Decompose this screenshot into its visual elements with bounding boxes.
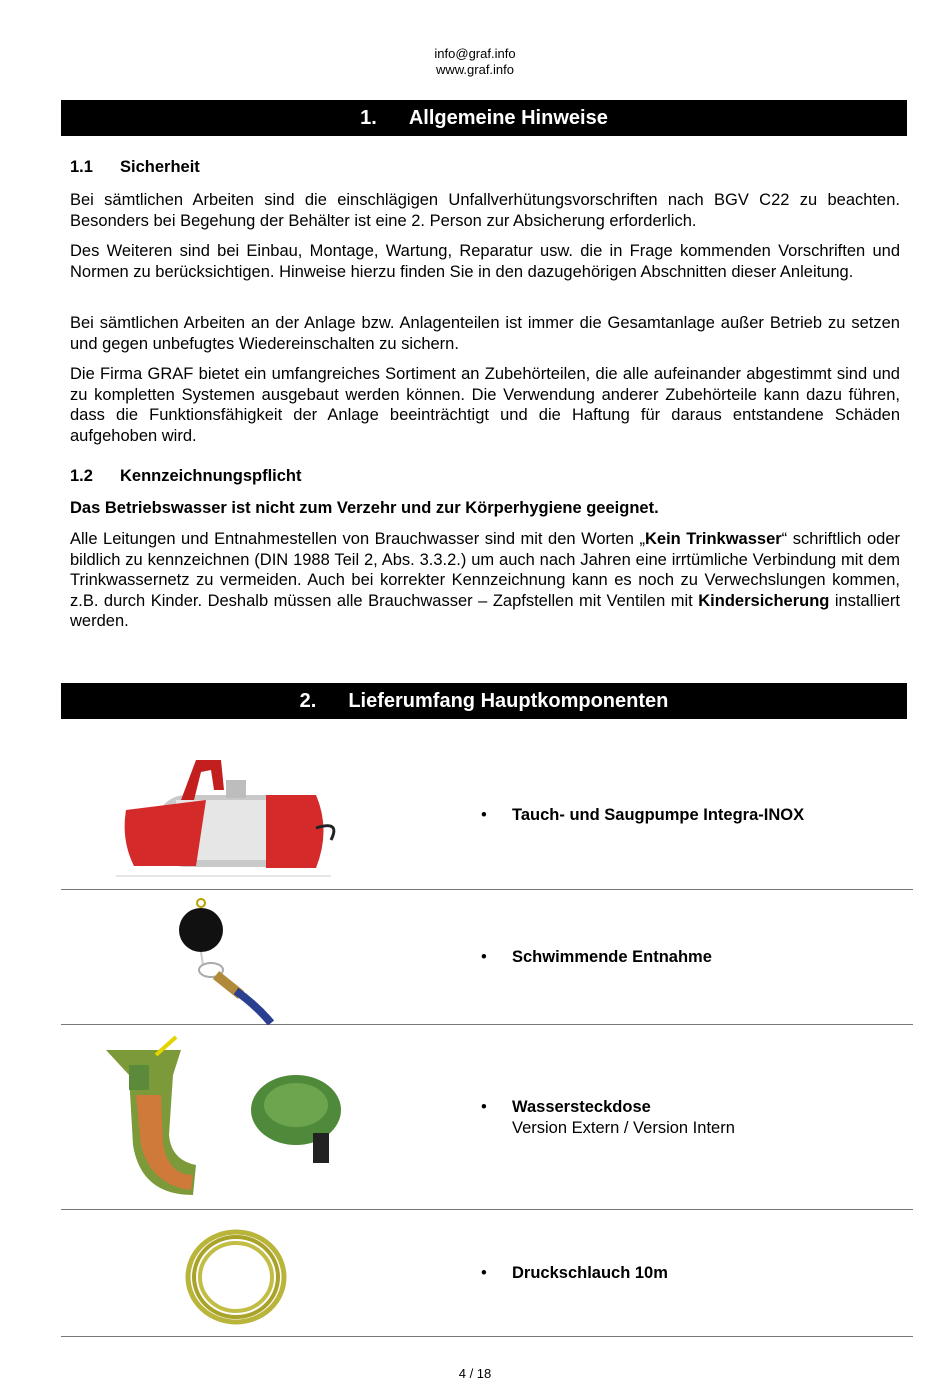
paragraph-safety-4: Die Firma GRAF bietet ein umfangreiches Sortiment an Zubehörteilen, die alle aufeinander abgestimmt sind und zu kompletten Systemen ausgebaut werden können. Die Verwendung anderer Zubehörteile kann dazu führen, dass die Funktionsfähigkeit der Anlage beeinträchtigt und die Haftung für daraus entstandene Schäden aufgehoben wird. [70, 365, 900, 445]
header-email: info@graf.info [434, 46, 516, 61]
section-2-number: 2. [299, 690, 317, 712]
component-row-water-socket [61, 1025, 913, 1210]
subsection-1-2-heading [70, 467, 302, 486]
component-row-pump [61, 720, 913, 890]
header-web: www.graf.info [435, 62, 515, 77]
subsection-1-2-title: Kennzeichnungspflicht [120, 467, 302, 485]
subsection-1-1-title: Sicherheit [120, 158, 200, 176]
labeling-text-b: “ schriftlich oder bildlich zu kennzeichnen (DIN 1988 Teil 2, Abs. 3.3.2.) um auch nach Jahren eine irrtümliche Verbindung mit dem Trinkwassernetz zu vermeiden. Auch bei korrekter Kennzeichnung kann es noch zu Verwechslungen kommen, z.B. durch Kinder. Deshalb müssen alle Brauchwasser – Zapfstellen mit Ventilen mit [70, 530, 901, 610]
bullet-icon: • [481, 1264, 487, 1282]
section-2-title: Lieferumfang Hauptkomponenten [348, 690, 669, 712]
bullet-icon: • [481, 948, 487, 966]
labeling-bold-kindersicherung: Kindersicherung [698, 591, 830, 610]
drinking-warning: Das Betriebswasser ist nicht zum Verzehr und zur Körperhygiene geeignet. [70, 499, 659, 517]
labeling-text-a: Alle Leitungen und Entnahmestellen von Brauchwasser sind mit den Worten „ [70, 530, 645, 548]
section-1-title: Allgemeine Hinweise [408, 107, 608, 129]
component-row-hose [61, 1210, 913, 1337]
labeling-text-c: installiert werden. [70, 591, 900, 631]
pump-image [116, 750, 356, 890]
bullet-icon: • [481, 806, 487, 824]
component-label: Wassersteckdose [512, 1098, 651, 1116]
section-1-number: 1. [360, 107, 377, 129]
subsection-1-1-heading [70, 158, 200, 177]
subsection-1-2-number: 1.2 [70, 467, 93, 485]
paragraph-safety-1: Bei sämtlichen Arbeiten sind die einschlägigen Unfallverhütungsvorschriften nach BGV C22 zu beachten. Besonders bei Begehung der Behälter ist eine 2. Person zur Absicherung erforderlich. [70, 191, 900, 230]
component-row-floating-intake [61, 890, 913, 1025]
component-label: Tauch- und Saugpumpe Integra-INOX [512, 806, 805, 824]
water-socket-image [101, 1035, 361, 1205]
page-header [0, 46, 950, 78]
page-number: 4 / 18 [458, 1366, 492, 1381]
component-sublabel: Version Extern / Version Intern [512, 1119, 735, 1137]
paragraph-labeling [70, 529, 900, 632]
paragraph-safety-2: Des Weiteren sind bei Einbau, Montage, Wartung, Reparatur usw. die in Frage kommenden Vorschriften und Normen zu berücksichtigen. Hinweise hierzu finden Sie in den dazugehörigen Abschnitten dieser Anleitung. [70, 242, 900, 281]
bullet-icon: • [481, 1098, 487, 1116]
component-label: Druckschlauch 10m [512, 1264, 668, 1282]
subsection-1-1-number: 1.1 [70, 158, 93, 176]
hose-image [181, 1222, 301, 1332]
component-label: Schwimmende Entnahme [512, 948, 712, 966]
paragraph-safety-3: Bei sämtlichen Arbeiten an der Anlage bzw. Anlagenteilen ist immer die Gesamtanlage außer Betrieb zu setzen und gegen unbefugtes Wiedereinschalten zu sichern. [70, 314, 900, 353]
floating-intake-image [171, 895, 311, 1025]
labeling-bold-kein-trinkwasser: Kein Trinkwasser [645, 530, 782, 548]
section-1-heading [61, 100, 907, 136]
section-2-heading [61, 683, 907, 719]
